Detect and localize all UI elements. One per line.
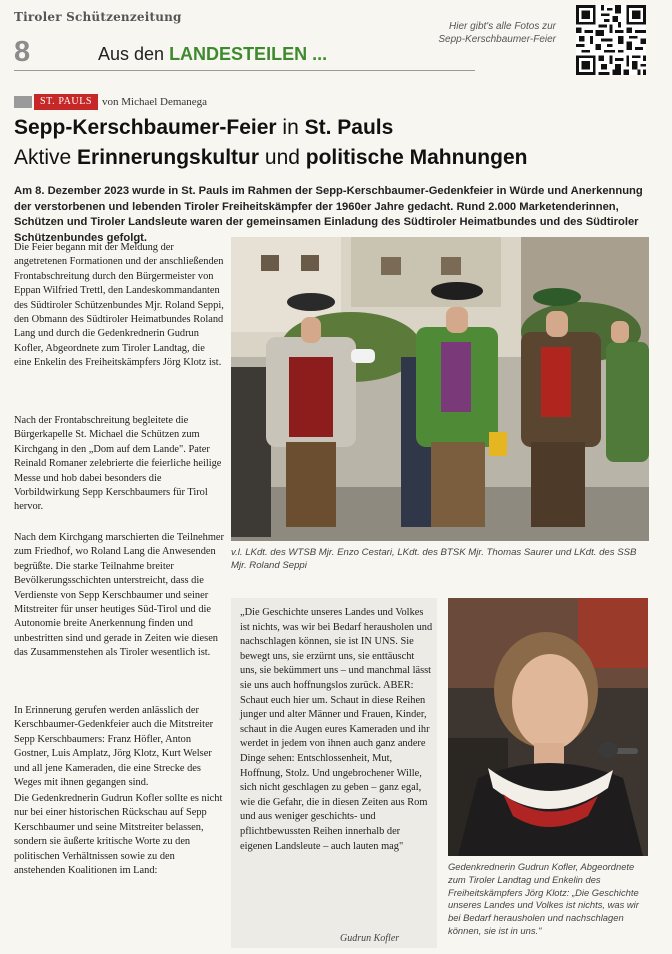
qr-code[interactable] — [576, 5, 646, 75]
parade-photo — [231, 237, 649, 541]
speaker-photo-caption: Gedenkrednerin Gudrun Kofler, Abgeordnete zum Tiroler Landtag und Enkelin des Freiheitskämpfers Jörg Klotz: „Die Geschichte unseres Landes und Volkes ist nichts, was wir bei Bedarf herausholen und nachschlagen können, sie ist in uns." — [448, 861, 639, 936]
page-number: 8 — [14, 36, 31, 68]
body-paragraph: In Erinnerung gerufen werden anlässlich der Kerschbaumer-Gedenkfeier auch die Mitstreiter Sepp Kerschbaumers: Franz Höfler, Anton Gostner, Luis Amplatz, Jörg Klotz, Kurt Welser und all jene Kameraden, die eine Strecke des Weges mit ihnen gegangen sind. — [14, 705, 214, 789]
section-highlight: LANDESTEILEN ... — [169, 44, 328, 64]
byline: von Michael Demanega — [102, 96, 208, 108]
body-paragraph: Die Gedenkrednerin Gudrun Kofler sollte es nicht nur bei einer historischen Rückschau auf Sepp Kerschbaumer und seine Mitstreiter belassen, sondern sie äußerte kritische Worte zu den politischen Verhältnissen sowie zu den anstehenden Koalitionen im Land: — [14, 793, 223, 877]
tag-marker — [14, 96, 32, 108]
title-connector: in — [276, 116, 305, 139]
parade-photo-caption: v.l. LKdt. des WTSB Mjr. Enzo Cestari, LKdt. des BTSK Mjr. Thomas Saurer und LKdt. des SSB Mjr. Roland Seppi — [231, 547, 637, 571]
body-paragraph: Nach dem Kirchgang marschierten die Teilnehmer zum Friedhof, wo Roland Lang die Anwesenden begrüßte. Die starke Teilnahme breiter Bevölkerungsschichten unterstreicht, dass die Verdienste von Sepp Kerschbaumer und seiner Mitstreiter für unser heutiges Süd-Tirol und die Autonomie breite Anerkennung finden und unbestritten sind und gerade in Zeiten wie diesen das Zusammenstehen als Tiroler wesentlich ist. — [14, 532, 224, 659]
article-subtitle — [14, 146, 527, 170]
title-event: Sepp-Kerschbaumer-Feier — [14, 116, 277, 139]
section-title — [98, 44, 327, 65]
subtitle-part2: Erinnerungskultur — [77, 146, 260, 169]
subtitle-part1: Aktive — [14, 146, 78, 169]
pull-quote: „Die Geschichte unseres Landes und Volkes ist nichts, was wir bei Bedarf herausholen und nachschlagen können, sie ist IN UNS. Sie bewegt uns, sie erzürnt uns, sie enttäuscht uns, sie bekümmert uns – und manchmal lässt sie uns auch hoffnungslos zurück. ABER: Schaut euch hier um. Schaut in diese Reihen junger und alter Männer und Frauen, Kinder, schaut in die Augen eures Kameraden und ihr werdet in jedem von ihnen auch ganz andere Dinge sehen: Entschlossenheit, Mut, Hoffnung, Stolz. Und ungebrochener Wille, sich nicht geschlagen zu geben – ganz egal, wie die Gefahr, die in diesen Zeiten aus Rom und aus weniger geschichts- und pflichtbewussten Reihen innerhalb der eigenen Landsleute – auch lauten mag" — [240, 607, 433, 852]
speaker-photo — [448, 598, 648, 856]
body-paragraph: Die Feier begann mit der Meldung der angetretenen Formationen und der anschließenden Frontabschreitung durch den Bürgermeister von Eppan Wilfried Trettl, den Landeskommandanten des Südtiroler Schützenbundes Mjr. Roland Seppi, den Obmann des Südtiroler Heimatbundes Roland Lang und durch die Gedenkrednerin Gudrun Kofler, Abgeordnete zum Tiroler Landtag, die eine Enkelin des Freiheitskämpfers Jörg Klotz ist. — [14, 242, 224, 369]
title-place: St. Pauls — [304, 116, 394, 139]
photo-note-line2: Sepp-Kerschbaumer-Feier — [438, 34, 556, 45]
location-tag: ST. PAULS — [34, 94, 98, 110]
photo-note-line1: Hier gibt's alle Fotos zur — [449, 21, 556, 32]
quote-author: Gudrun Kofler — [340, 933, 400, 944]
article-lead: Am 8. Dezember 2023 wurde in St. Pauls im Rahmen der Sepp-Kerschbaumer-Gedenkfeier in Würde und Anerkennung der verstorbenen und lebenden Tiroler Freiheitskämpfer der 1960er Jahre gedacht. Rund 2.000 Marketenderinnen, Schützen und Tiroler Landsleute waren der gemeinsamen Einladung des Südtiroler Heimatbundes und des Südtiroler Schützenbundes gefolgt. — [14, 185, 643, 244]
subtitle-part4: politische Mahnungen — [305, 146, 528, 169]
header-rule — [14, 70, 475, 71]
photo-gallery-note — [400, 20, 556, 46]
masthead: Tiroler Schützenzeitung — [14, 10, 182, 24]
article-title — [14, 116, 393, 140]
section-prefix: Aus den — [98, 44, 170, 64]
subtitle-part3: und — [259, 146, 306, 169]
body-paragraph: Nach der Frontabschreitung begleitete die Bürgerkapelle St. Michael die Schützen zum Kirchgang in den „Dom auf dem Lande". Pater Reinald Romaner zelebrierte die feierliche heilige Messe und hob dabei besonders die Vorbildwirkung Sepp Kerschbaumers für Tirol hervor. — [14, 415, 222, 513]
